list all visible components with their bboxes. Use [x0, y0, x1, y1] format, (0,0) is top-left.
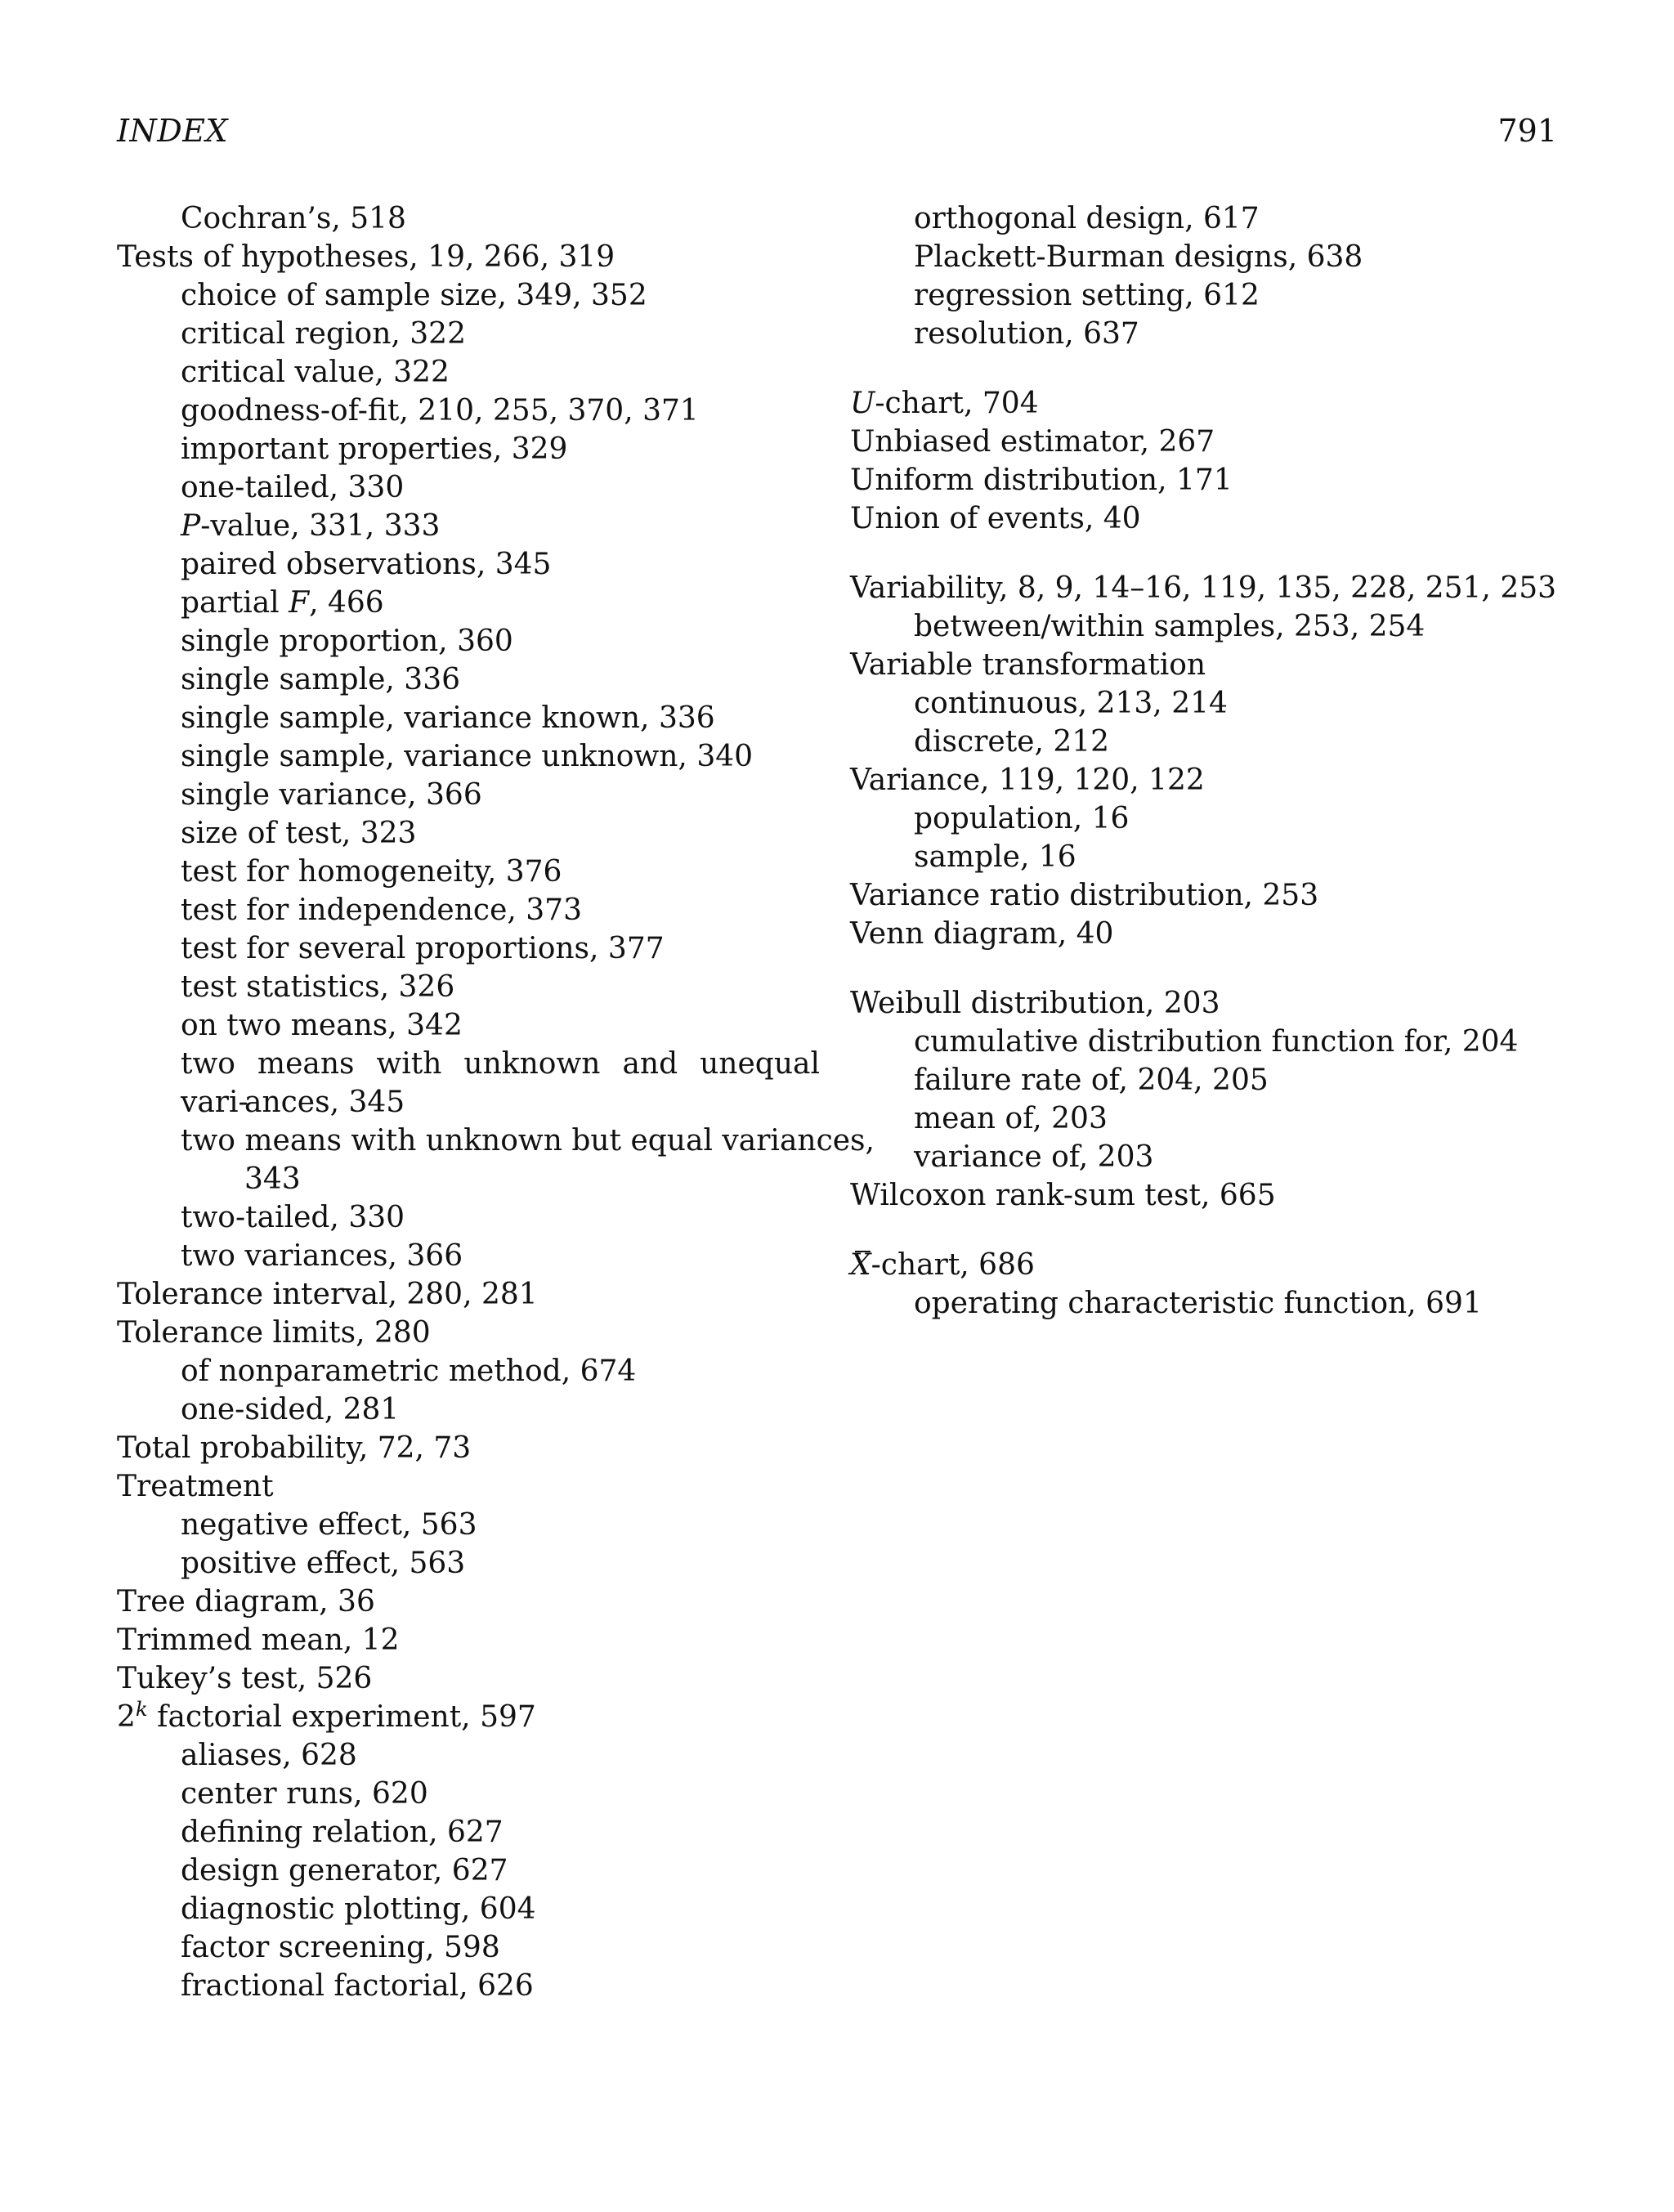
index-continuation: 343 [244, 1162, 301, 1196]
index-subentry: important properties, 329 [181, 432, 568, 466]
index-subentry: test statistics, 326 [181, 970, 455, 1004]
index-subentry: mean of, 203 [914, 1102, 1108, 1135]
letter-group-gap [850, 1215, 1561, 1246]
index-subentry: single proportion, 360 [181, 625, 513, 658]
index-entry: Variability, 8, 9, 14–16, 119, 135, 228, 251, 253 [850, 571, 1557, 605]
index-subentry: of nonparametric method, 674 [181, 1355, 637, 1388]
index-subentry: between/within samples, 253, 254 [914, 610, 1426, 643]
index-entry: Total probability, 72, 73 [117, 1431, 472, 1465]
index-subentry: center runs, 620 [181, 1777, 428, 1811]
index-subentry: aliases, 628 [181, 1739, 357, 1772]
index-entry: Weibull distribution, 203 [850, 987, 1220, 1020]
letter-group-gap [850, 953, 1561, 984]
index-subentry: negative effect, 563 [181, 1508, 477, 1542]
index-entry: Tree diagram, 36 [117, 1585, 375, 1619]
x-bar-symbol: X [850, 1246, 871, 1284]
index-subentry: choice of sample size, 349, 352 [181, 279, 647, 312]
index-subentry: two-tailed, 330 [181, 1201, 405, 1234]
page-header [117, 110, 1557, 151]
index-subentry: population, 16 [914, 802, 1130, 835]
index-subentry: diagnostic plotting, 604 [181, 1892, 536, 1926]
index-subentry: failure rate of, 204, 205 [914, 1063, 1269, 1097]
index-subentry: test for independence, 373 [181, 893, 582, 927]
index-entry: X-chart, 686 [850, 1246, 1561, 1284]
index-subentry: partial F, 466 [181, 586, 384, 620]
index-subentry: operating characteristic function, 691 [914, 1287, 1482, 1320]
index-entry: Venn diagram, 40 [850, 917, 1114, 951]
index-entry: Tests of hypotheses, 19, 266, 319 [117, 240, 615, 274]
index-subentry: factor screening, 598 [181, 1931, 500, 1964]
running-head: INDEX [117, 113, 229, 149]
index-subentry: resolution, 637 [914, 317, 1139, 351]
index-subentry: defining relation, 627 [181, 1816, 504, 1849]
index-subentry: design generator, 627 [181, 1854, 508, 1887]
index-subentry: single sample, variance known, 336 [181, 701, 715, 735]
index-subentry: P-value, 331, 333 [181, 509, 441, 543]
index-subentry: goodness-of-fit, 210, 255, 370, 371 [181, 394, 699, 428]
index-subentry: single sample, 336 [181, 663, 461, 696]
index-subentry: positive effect, 563 [181, 1547, 466, 1580]
letter-group-gap [850, 353, 1561, 384]
letter-group-gap [850, 538, 1561, 569]
index-subentry: continuous, 213, 214 [914, 687, 1228, 720]
index-entry: Trimmed mean, 12 [117, 1623, 400, 1657]
index-entry: Treatment [117, 1470, 274, 1503]
index-entry: U-chart, 704 [850, 387, 1039, 420]
index-entry: Uniform distribution, 171 [850, 463, 1233, 497]
index-entry: Union of events, 40 [850, 502, 1141, 535]
index-entry: Wilcoxon rank-sum test, 665 [850, 1179, 1276, 1212]
index-subentry: critical region, 322 [181, 317, 466, 351]
index-subentry: two variances, 366 [181, 1239, 463, 1273]
index-subentry: one-tailed, 330 [181, 471, 405, 504]
index-entry: Unbiased estimator, 267 [850, 425, 1215, 459]
index-entry: Variable transformation [850, 648, 1206, 682]
index-subentry: single sample, variance unknown, 340 [181, 740, 754, 773]
index-subentry: sample, 16 [914, 840, 1076, 874]
index-subentry: Cochran’s, 518 [181, 202, 406, 235]
index-subentry: fractional factorial, 626 [181, 1969, 534, 2003]
index-subentry: one-sided, 281 [181, 1393, 400, 1426]
index-subentry: single variance, 366 [181, 778, 482, 812]
index-subentry: size of test, 323 [181, 817, 417, 850]
index-subentry: paired observations, 345 [181, 548, 552, 581]
index-subentry: test for several proportions, 377 [181, 932, 665, 965]
index-entry: Tolerance interval, 280, 281 [117, 1278, 538, 1311]
index-continuation: ances, 345 [244, 1086, 405, 1119]
index-subentry: test for homogeneity, 376 [181, 855, 562, 889]
index-subentry: cumulative distribution function for, 204 [914, 1025, 1519, 1059]
index-subentry: orthogonal design, 617 [914, 202, 1260, 235]
index-subentry: Plackett-Burman designs, 638 [914, 240, 1363, 274]
index-subentry: variance of, 203 [914, 1140, 1154, 1174]
index-column-right [850, 199, 1561, 1323]
index-entry: Tolerance limits, 280 [117, 1316, 431, 1350]
index-subentry: two means with unknown and unequal vari- [181, 1047, 820, 1119]
index-subentry: on two means, 342 [181, 1009, 463, 1042]
index-subentry: regression setting, 612 [914, 279, 1260, 312]
index-subentry: two means with unknown but equal variances, [181, 1124, 875, 1157]
index-column-left [117, 199, 875, 2005]
index-subentry: discrete, 212 [914, 725, 1110, 759]
page-number: 791 [1497, 113, 1557, 149]
index-entry: 2$^k$ factorial experiment, 597 [117, 1696, 536, 1734]
index-entry: Variance, 119, 120, 122 [850, 763, 1205, 797]
index-subentry: critical value, 322 [181, 356, 450, 389]
index-entry: Tukey’s test, 526 [117, 1662, 373, 1695]
index-entry: Variance ratio distribution, 253 [850, 879, 1319, 912]
